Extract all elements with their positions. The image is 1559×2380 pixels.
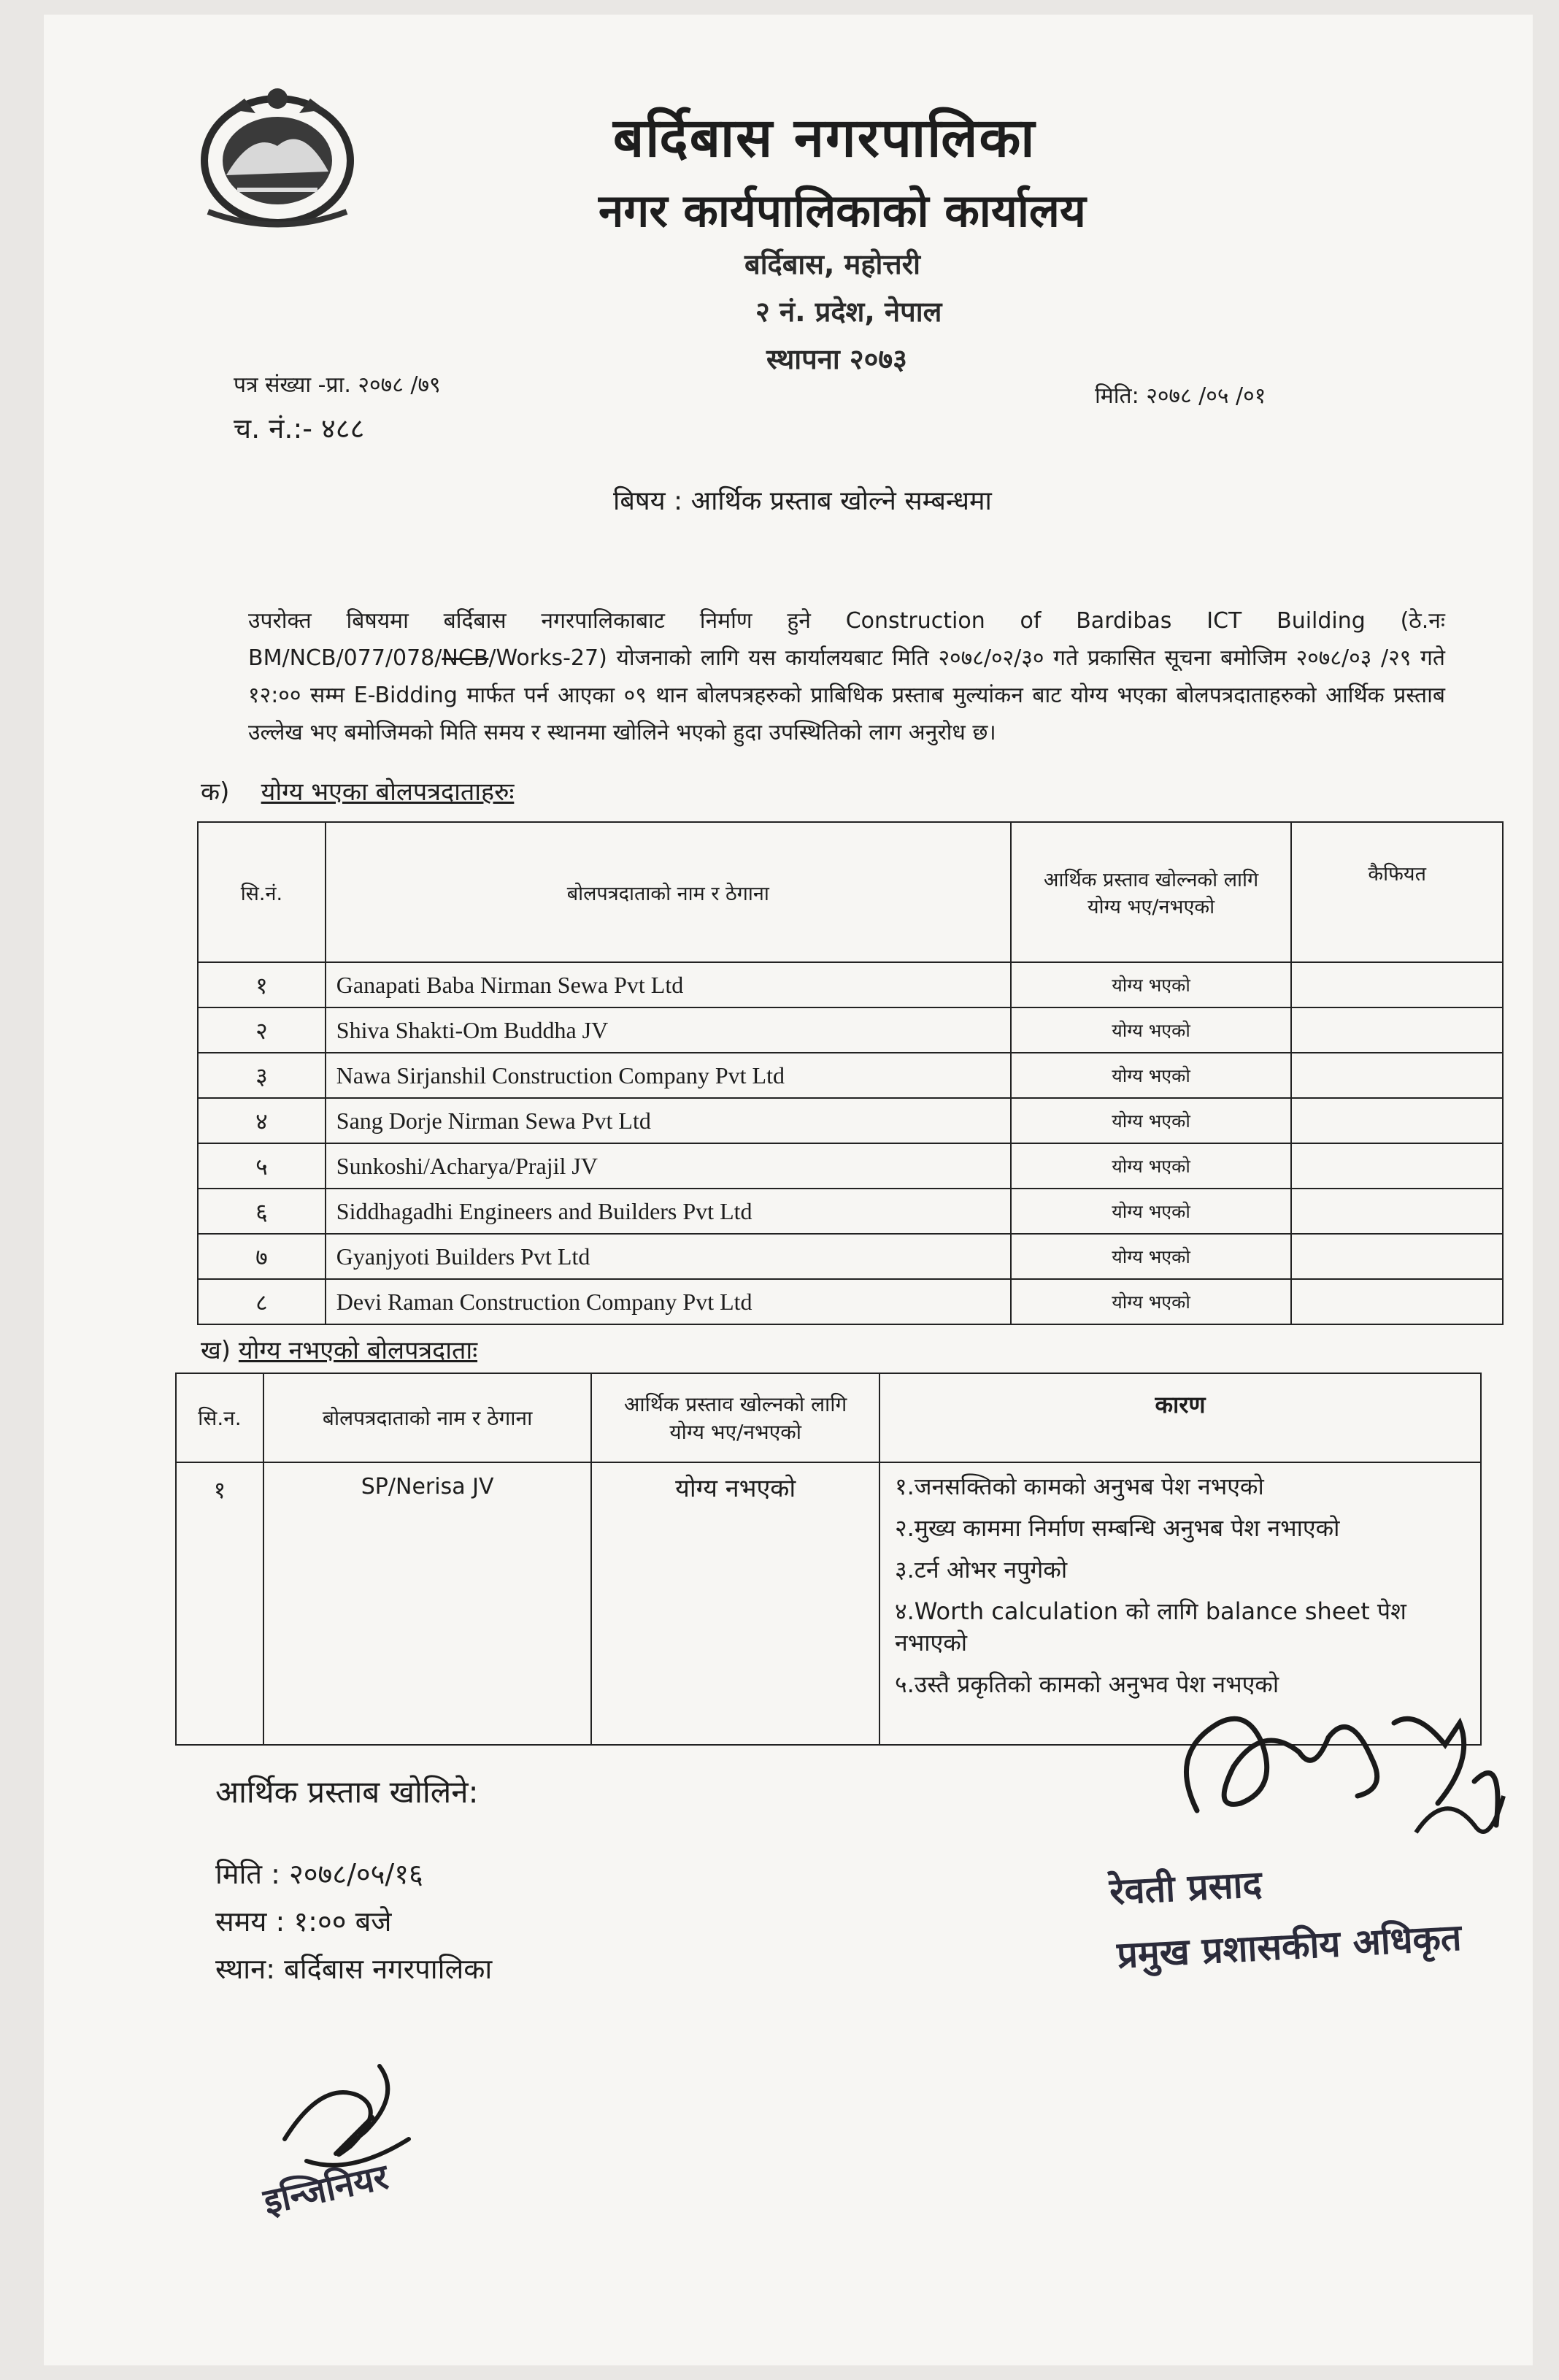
- row-eligibility: योग्य भएको: [1011, 1279, 1292, 1324]
- table-row: [198, 1053, 1503, 1098]
- body-text-1: उपरोक्त बिषयमा बर्दिबास नगरपालिकाबाट निर्माण हुने Construction of Bardibas ICT Building (ठे.नः BM/NCB/077/078/: [248, 608, 1445, 671]
- col-header-sn: सि.न.: [176, 1373, 263, 1462]
- row-bidder-name: Gyanjyoti Builders Pvt Ltd: [326, 1234, 1011, 1279]
- cao-title-stamp: प्रमुख प्रशासकीय अधिकृत: [1115, 1916, 1463, 1977]
- address-line-1: बर्दिबास, महोत्तरी: [744, 248, 920, 280]
- row-eligibility: योग्य नभएको: [591, 1462, 879, 1745]
- row-sn: ८: [198, 1279, 326, 1324]
- letter-number: पत्र संख्या -प्रा. २०७८ /७९: [234, 372, 441, 398]
- opening-heading: आर्थिक प्रस्ताब खोलिने:: [215, 1774, 479, 1810]
- row-sn: ७: [198, 1234, 326, 1279]
- table-header-row: [198, 822, 1503, 962]
- section-a-label: क): [201, 778, 230, 807]
- row-bidder-name: Siddhagadhi Engineers and Builders Pvt Ltd: [326, 1189, 1011, 1234]
- row-remarks: [1291, 1007, 1503, 1053]
- col-header-reason: कारण: [879, 1373, 1481, 1462]
- col-header-eligibility: आर्थिक प्रस्ताव खोल्नको लागि योग्य भए/नभएको: [1011, 822, 1292, 962]
- row-bidder-name: SP/Nerisa JV: [263, 1462, 592, 1745]
- reason-item: ४.Worth calculation को लागि balance sheet पेश नभाएको: [894, 1597, 1406, 1657]
- body-struck-text: NCB: [442, 645, 489, 671]
- row-eligibility: योग्य भएको: [1011, 1189, 1292, 1234]
- row-sn: ५: [198, 1143, 326, 1189]
- table-row: [198, 962, 1503, 1007]
- row-bidder-name: Shiva Shakti-Om Buddha JV: [326, 1007, 1011, 1053]
- nepal-emblem-logo: [186, 80, 369, 234]
- document-page: [44, 15, 1533, 2365]
- reason-item: ३.टर्न ओभर नपुगेको: [894, 1556, 1068, 1584]
- row-sn: १: [176, 1462, 263, 1745]
- row-sn: ३: [198, 1053, 326, 1098]
- engineer-title-stamp: इन्जिनियर: [260, 2156, 392, 2223]
- letter-date: मिति: २०७८ /०५ /०१: [1095, 383, 1266, 409]
- row-eligibility: योग्य भएको: [1011, 1053, 1292, 1098]
- row-sn: १: [198, 962, 326, 1007]
- row-sn: २: [198, 1007, 326, 1053]
- col-header-sn: सि.नं.: [198, 822, 326, 962]
- col-header-eligibility: आर्थिक प्रस्ताव खोल्नको लागि योग्य भए/नभएको: [591, 1373, 879, 1462]
- row-bidder-name: Sunkoshi/Acharya/Prajil JV: [326, 1143, 1011, 1189]
- section-b-heading: [201, 1332, 477, 1366]
- col-header-name: बोलपत्रदाताको नाम र ठेगाना: [326, 822, 1011, 962]
- row-bidder-name: Nawa Sirjanshil Construction Company Pvt Ltd: [326, 1053, 1011, 1098]
- section-a-heading: [201, 774, 514, 807]
- row-eligibility: योग्य भएको: [1011, 962, 1292, 1007]
- row-remarks: [1291, 1279, 1503, 1324]
- section-b-title: योग्य नभएको बोलपत्रदाताः: [238, 1336, 478, 1365]
- row-sn: ४: [198, 1098, 326, 1143]
- row-remarks: [1291, 962, 1503, 1007]
- opening-date: मिति : २०७८/०५/१६: [215, 1858, 423, 1890]
- cao-signature: [1139, 1679, 1518, 1854]
- reason-item: २.मुख्य काममा निर्माण सम्बन्धि अनुभब पेश नभाएको: [894, 1514, 1340, 1542]
- row-bidder-name: Ganapati Baba Nirman Sewa Pvt Ltd: [326, 962, 1011, 1007]
- row-bidder-name: Devi Raman Construction Company Pvt Ltd: [326, 1279, 1011, 1324]
- table-row: [198, 1234, 1503, 1279]
- subject-line: बिषय : आर्थिक प्रस्ताब खोल्ने सम्बन्धमा: [613, 486, 992, 516]
- qualified-bidders-table: [197, 821, 1504, 1325]
- row-remarks: [1291, 1234, 1503, 1279]
- opening-time: समय : १:०० बजे: [215, 1905, 392, 1938]
- cao-name-stamp: रेवती प्रसाद: [1108, 1862, 1263, 1913]
- row-bidder-name: Sang Dorje Nirman Sewa Pvt Ltd: [326, 1098, 1011, 1143]
- table-row: [198, 1098, 1503, 1143]
- row-remarks: [1291, 1143, 1503, 1189]
- reason-item: ५.उस्तै प्रकृतिको कामको अनुभव पेश नभएको: [894, 1670, 1279, 1698]
- opening-place: स्थान: बर्दिबास नगरपालिका: [215, 1953, 493, 1985]
- table-row: [198, 1143, 1503, 1189]
- row-eligibility: योग्य भएको: [1011, 1234, 1292, 1279]
- address-line-2: २ नं. प्रदेश, नेपाल: [755, 296, 942, 328]
- col-header-name: बोलपत्रदाताको नाम र ठेगाना: [263, 1373, 592, 1462]
- row-remarks: [1291, 1053, 1503, 1098]
- body-text-2: /Works-27) योजनाको लागि यस कार्यालयबाट मिति २०७८/०२/३० गते प्रकासित सूचना बमोजिम २०७८/०३ /२९ गते १२:०० सम्म E-Bidding मार्फत पर्न आएका ०९ थान बोलपत्रहरुको प्राबिधिक प्रस्ताब मुल्यांकन बाट योग्य भएका बोलपत्रदाताहरुको आर्थिक प्रस्ताब उल्लेख भए बमोजिमको मिति समय र स्थानमा खोलिने भएको हुदा उपस्थितिको लाग अनुरोध छ।: [248, 645, 1445, 745]
- table-header-row: [176, 1373, 1481, 1462]
- row-remarks: [1291, 1189, 1503, 1234]
- row-sn: ६: [198, 1189, 326, 1234]
- row-eligibility: योग्य भएको: [1011, 1007, 1292, 1053]
- dispatch-number: च. नं.:- ४८८: [234, 412, 365, 445]
- row-eligibility: योग्य भएको: [1011, 1143, 1292, 1189]
- office-title: बर्दिबास नगरपालिका: [613, 107, 1036, 169]
- office-subtitle: नगर कार्यपालिकाको कार्यालय: [598, 184, 1086, 237]
- body-paragraph: [248, 602, 1445, 751]
- reason-item: १.जनसक्तिको कामको अनुभब पेश नभएको: [894, 1473, 1264, 1500]
- row-eligibility: योग्य भएको: [1011, 1098, 1292, 1143]
- col-header-remarks: कैफियत: [1291, 822, 1503, 962]
- established-year: स्थापना २०७३: [766, 343, 907, 375]
- row-remarks: [1291, 1098, 1503, 1143]
- table-row: [198, 1189, 1503, 1234]
- section-b-label: ख): [201, 1336, 231, 1365]
- table-row: [198, 1007, 1503, 1053]
- section-a-title: योग्य भएका बोलपत्रदाताहरुः: [261, 778, 515, 807]
- table-row: [198, 1279, 1503, 1324]
